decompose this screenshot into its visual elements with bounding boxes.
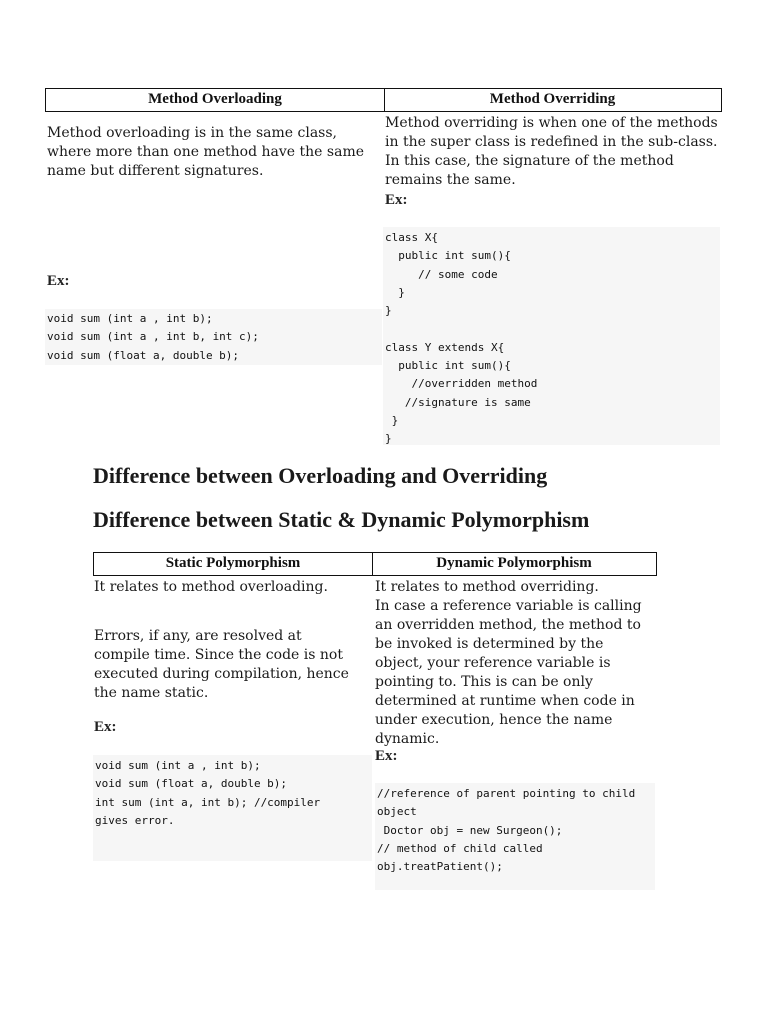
overloading-overriding-table-header (45, 88, 722, 112)
overloading-code-block: void sum (int a , int b); void sum (int a , int b, int c); void sum (float a, double b); (45, 309, 382, 365)
static-description-2: Errors, if any, are resolved at compile time. Since the code is not executed during compilation, hence the name static. (94, 628, 349, 701)
header-method-overriding: Method Overriding (384, 89, 720, 111)
dynamic-example-label: Ex: (375, 748, 398, 764)
heading-overloading-vs-overriding: Difference between Overloading and Overriding (93, 463, 548, 488)
overloading-description: Method overloading is in the same class, where more than one method have the same name but different signatures. (47, 125, 365, 179)
dynamic-description-2: In case a reference variable is calling an overridden method, the method to be invoked is determined by the object, your reference variable is pointing to. This is can be only determined at runtime when code in under execution, hence the name dynamic. (375, 598, 642, 747)
header-method-overloading: Method Overloading (148, 91, 282, 107)
overriding-example-label: Ex: (385, 192, 408, 208)
overriding-description: Method overriding is when one of the methods in the super class is redefined in the sub-class. In this case, the signature of the method remains the same. (385, 115, 718, 188)
static-example-label: Ex: (94, 719, 117, 735)
polymorphism-table-header (93, 552, 657, 576)
dynamic-column (375, 578, 655, 749)
overloading-example-label: Ex: (47, 273, 70, 289)
static-column (94, 578, 370, 597)
overloading-column (47, 124, 379, 181)
static-column-detail (94, 627, 360, 703)
header-dynamic-polymorphism: Dynamic Polymorphism (372, 553, 655, 575)
dynamic-code-block: //reference of parent pointing to child object Doctor obj = new Surgeon(); // method of child called obj.treatPatient(); (375, 783, 655, 890)
static-description-1: It relates to method overloading. (94, 579, 328, 595)
header-static-polymorphism: Static Polymorphism (165, 555, 301, 571)
dynamic-description-1: It relates to method overriding. (375, 579, 599, 595)
static-code-block: void sum (int a , int b); void sum (float a, double b); int sum (int a, int b); //compiler gives error. (93, 755, 372, 861)
heading-static-vs-dynamic: Difference between Static & Dynamic Polymorphism (93, 507, 590, 532)
overriding-code-block: class X{ public int sum(){ // some code } } class Y extends X{ public int sum(){ //overridden method //signature is same } } (383, 227, 720, 445)
overriding-column (385, 114, 718, 190)
